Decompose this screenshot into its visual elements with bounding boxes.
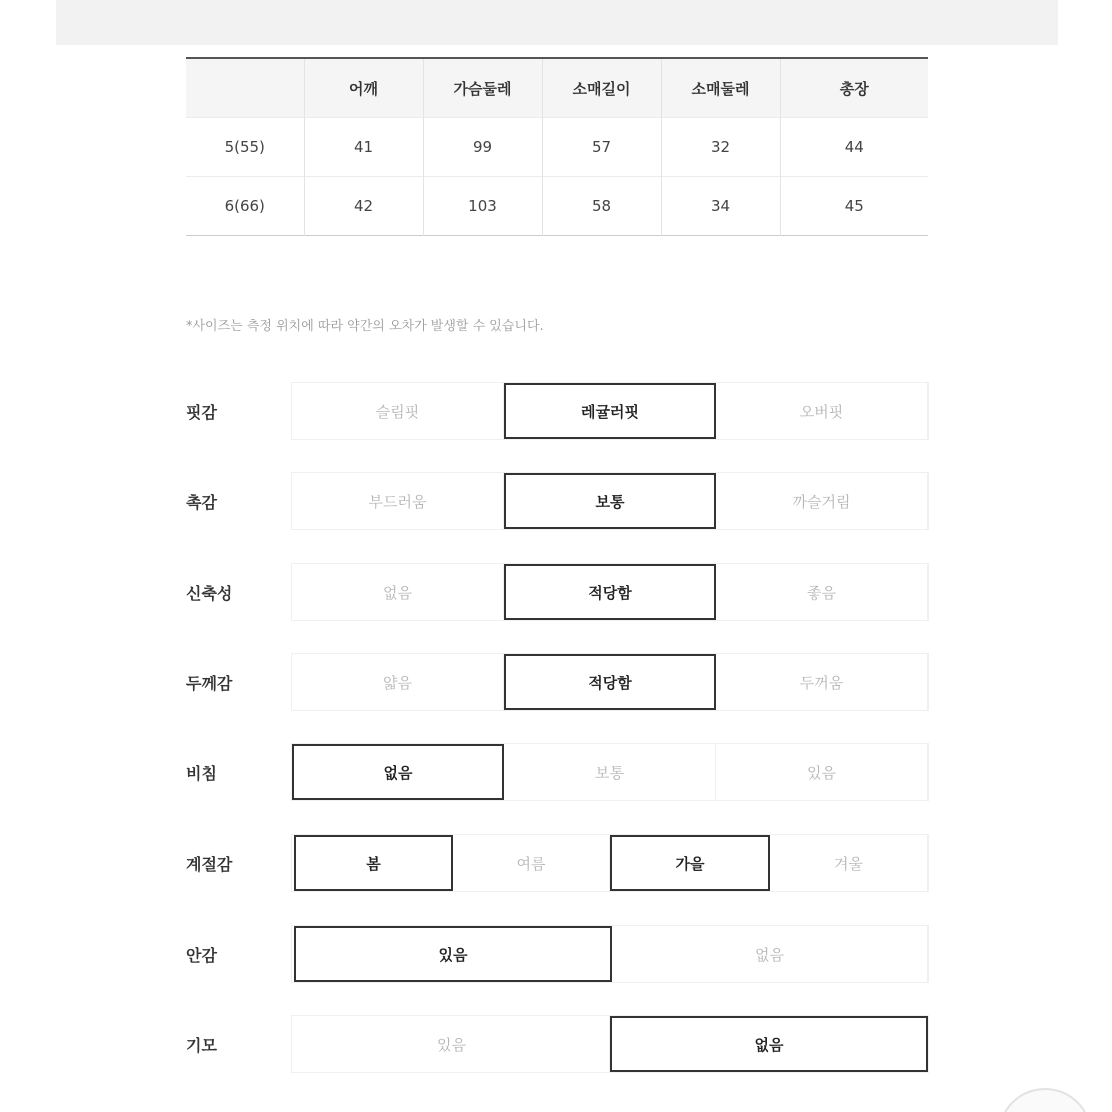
option-slim-fit[interactable]: 슬림핏 [292, 383, 504, 439]
option-none[interactable]: 없음 [292, 564, 504, 620]
attr-options-fit [292, 383, 928, 439]
size-table-header-sleeve-length: 소매길이 [542, 58, 661, 118]
option-rough[interactable]: 까슬거림 [716, 473, 928, 529]
size-table-header-total-length: 총장 [839, 79, 869, 98]
option-yes[interactable]: 있음 [294, 926, 612, 982]
table-row [186, 177, 928, 236]
size-cell: 41 [304, 118, 423, 177]
option-no[interactable]: 없음 [610, 1016, 928, 1072]
option-winter[interactable]: 겨울 [770, 835, 928, 891]
size-cell: 45 [844, 197, 864, 215]
option-sheer[interactable]: 있음 [716, 744, 928, 800]
size-table [186, 57, 928, 236]
size-cell: 5(55) [186, 118, 304, 177]
size-cell: 57 [542, 118, 661, 177]
option-no[interactable]: 없음 [612, 926, 928, 982]
size-note: *사이즈는 측정 위치에 따라 약간의 오차가 발생할 수 있습니다. [186, 319, 544, 334]
option-good[interactable]: 좋음 [716, 564, 928, 620]
option-yes[interactable]: 있음 [294, 1016, 610, 1072]
attr-options-texture [292, 473, 928, 529]
option-normal[interactable]: 보통 [504, 744, 716, 800]
attr-label-brushed: 기모 [186, 1036, 217, 1055]
size-table-header-row [186, 58, 928, 118]
option-thin[interactable]: 얇음 [292, 654, 504, 710]
option-autumn[interactable]: 가을 [610, 835, 770, 891]
size-cell: 32 [661, 118, 780, 177]
top-banner-band [56, 0, 1058, 45]
size-cell: 58 [542, 177, 661, 236]
attr-label-stretch: 신축성 [186, 584, 233, 603]
size-cell: 103 [423, 177, 542, 236]
option-spring[interactable]: 봄 [294, 835, 453, 891]
scroll-top-button[interactable] [998, 1088, 1092, 1112]
size-table-header-blank [186, 58, 304, 118]
option-summer[interactable]: 여름 [453, 835, 610, 891]
attr-label-thickness: 두께감 [186, 674, 233, 693]
size-cell: 34 [661, 177, 780, 236]
table-row [186, 118, 928, 177]
attr-label-texture: 촉감 [186, 493, 217, 512]
size-cell: 44 [844, 138, 864, 156]
size-cell: 99 [423, 118, 542, 177]
attr-label-lining: 안감 [186, 946, 217, 965]
option-soft[interactable]: 부드러움 [292, 473, 504, 529]
attr-options-season [292, 835, 928, 891]
option-over-fit[interactable]: 오버핏 [716, 383, 928, 439]
attr-options-sheerness [292, 744, 928, 800]
option-regular-fit[interactable]: 레귤러핏 [504, 383, 716, 439]
attr-options-brushed [292, 1016, 928, 1072]
attr-label-sheerness: 비침 [186, 764, 217, 783]
size-table-header-sleeve-width: 소매둘레 [661, 58, 780, 118]
size-table-header-shoulder: 어깨 [304, 58, 423, 118]
size-cell: 6(66) [186, 177, 304, 236]
attr-options-thickness [292, 654, 928, 710]
option-moderate[interactable]: 적당함 [504, 654, 716, 710]
attr-options-stretch [292, 564, 928, 620]
attr-label-season: 계절감 [186, 855, 233, 874]
attr-options-lining [292, 926, 928, 982]
option-moderate[interactable]: 적당함 [504, 564, 716, 620]
size-table-header-chest: 가슴둘레 [423, 58, 542, 118]
option-normal[interactable]: 보통 [504, 473, 716, 529]
attr-label-fit: 핏감 [186, 403, 217, 422]
option-thick[interactable]: 두꺼움 [716, 654, 928, 710]
option-none[interactable]: 없음 [292, 744, 504, 800]
size-cell: 42 [304, 177, 423, 236]
